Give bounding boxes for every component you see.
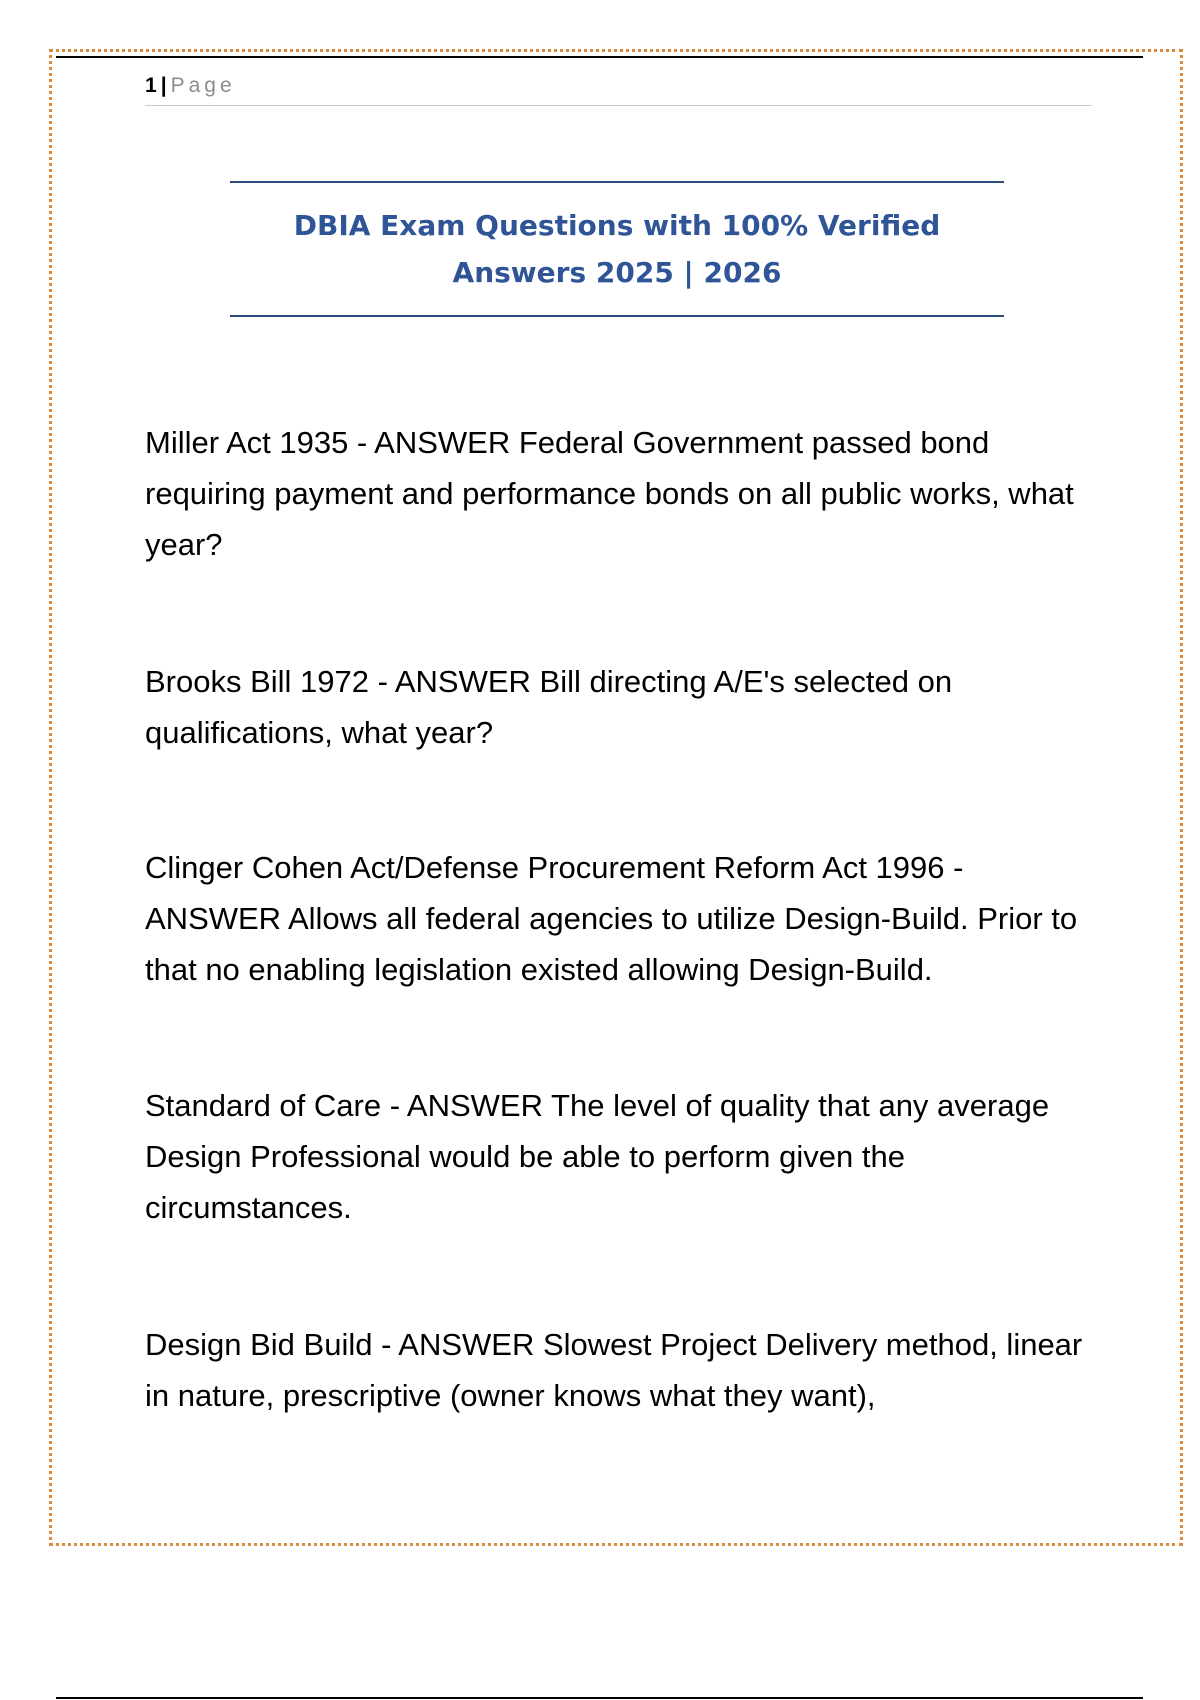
qa-entry-clinger-cohen-act: Clinger Cohen Act/Defense Procurement Reform Act 1996 - ANSWER Allows all federal agencies to utilize Design-Build. Prior to that no enabling legislation existed allowing Design-Build. [145,850,1078,987]
qa-entry-design-bid-build: Design Bid Build - ANSWER Slowest Project Delivery method, linear in nature, prescriptive (owner knows what they want), [145,1327,1083,1413]
page-header [145,72,1092,106]
top-rule [56,56,1143,58]
title-line-2: Answers 2025 | 2026 [452,256,782,289]
next-page-top-rule [56,1697,1143,1699]
qa-entry-miller-act: Miller Act 1935 - ANSWER Federal Government passed bond requiring payment and performance bonds on all public works, what year? [145,425,1074,562]
qa-entry-brooks-bill: Brooks Bill 1972 - ANSWER Bill directing A/E's selected on qualifications, what year? [145,664,953,750]
document-title [230,181,1004,317]
qa-entry-standard-of-care: Standard of Care - ANSWER The level of quality that any average Design Professional would be able to perform given the circumstances. [145,1088,1050,1225]
title-line-1: DBIA Exam Questions with 100% Verified [293,209,941,242]
page-separator: | [160,74,167,97]
page-label: Page [170,74,236,97]
page-number: 1 [145,74,157,97]
